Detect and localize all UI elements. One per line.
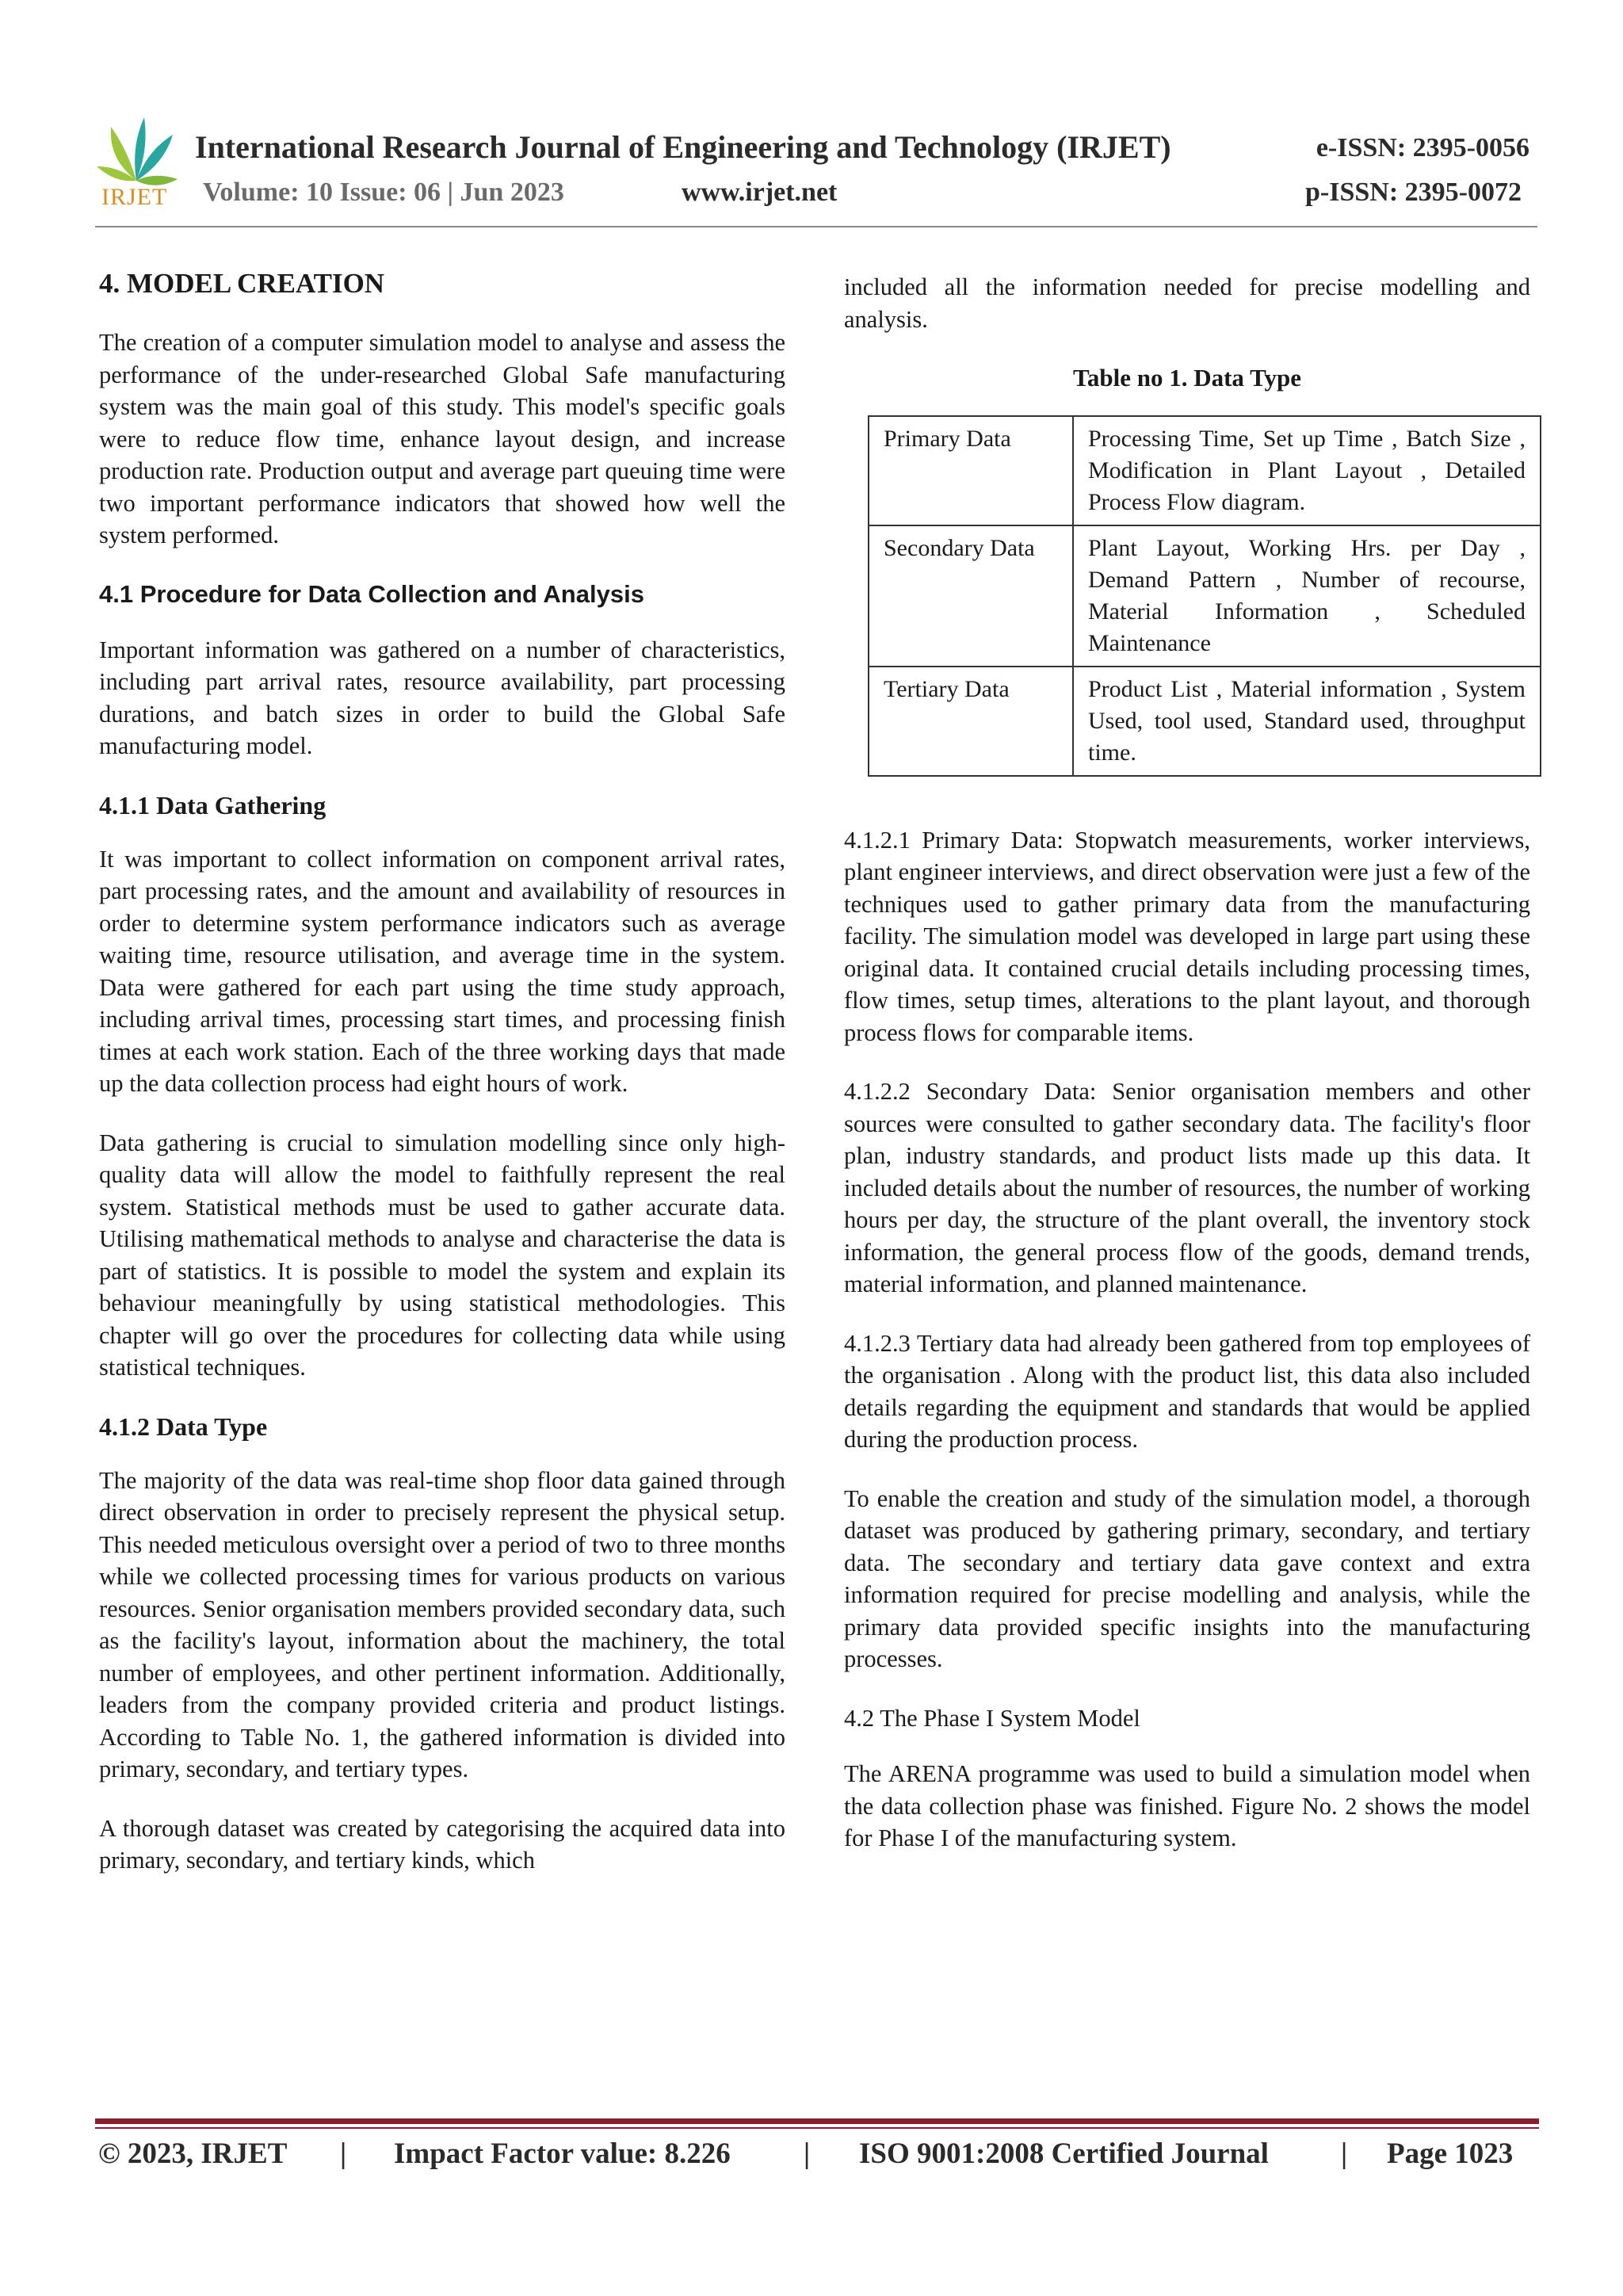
table-row <box>869 525 1541 667</box>
footer-copyright: © 2023, IRJET <box>98 2137 288 2170</box>
journal-website-link[interactable]: www.irjet.net <box>682 178 838 207</box>
page-footer <box>98 2137 1517 2176</box>
right-column <box>844 271 1530 1881</box>
table-cell-type: Primary Data <box>869 416 1073 525</box>
data-type-table <box>868 415 1541 777</box>
table-row <box>869 416 1541 525</box>
logo-text: IRJET <box>101 184 168 210</box>
volume-issue: Volume: 10 Issue: 06 | Jun 2023 <box>203 178 564 207</box>
paragraph-intro: The creation of a computer simulation model to analyse and assess the performance of the under-researched Global Safe manufacturing system was the main goal of this study. This model's specific goals were to reduce flow time, enhance layout design, and increase production rate. Production output and average part queuing time were two important performance indicators that showed how well the system performed. <box>99 329 785 548</box>
paragraph-thorough-dataset: A thorough dataset was created by categorising the acquired data into primary, secondary, and tertiary kinds, which <box>99 1814 785 1874</box>
table-cell-type: Tertiary Data <box>869 667 1073 776</box>
table-row <box>869 667 1541 776</box>
footer-separator: | <box>340 2137 347 2170</box>
footer-iso: ISO 9001:2008 Certified Journal <box>859 2137 1269 2170</box>
paragraph-arena: The ARENA programme was used to build a simulation model when the data collection phase was finished. Figure No. 2 shows the model for Phase I of the manufacturing system. <box>844 1760 1530 1851</box>
left-column <box>99 268 785 1904</box>
paragraph-primary-data: 4.1.2.1 Primary Data: Stopwatch measurements, worker interviews, plant engineer interviews, and direct observation were just a few of the techniques used to gather primary data from the manufacturing facility. The simulation model was developed in large part using these original data. It contained crucial details including processing times, flow times, setup times, alterations to the plant layout, and thorough process flows for comparable items. <box>844 826 1530 1046</box>
paragraph-important-information: Important information was gathered on a number of characteristics, including part arrival rates, resource availability, part processing durations, and batch sizes in order to build the Global Safe manufacturing model. <box>99 636 785 759</box>
footer-separator: | <box>1341 2137 1348 2170</box>
footer-rule-thin <box>95 2127 1539 2129</box>
footer-page-number: Page 1023 <box>1387 2137 1514 2170</box>
page-header <box>95 111 1529 230</box>
table-caption: Table no 1. Data Type <box>1073 364 1301 392</box>
paragraph-data-gathering: It was important to collect information on component arrival rates, part processing rates, and the amount and availability of resources in order to determine system performance indicators such as average waiting time, resource utilisation, and average time in the system. Data were gathered for each part using the time study approach, including arrival times, processing start times, and processing finish times at each work station. Each of the three working days that made up the data collection process had eight hours of work. <box>99 845 785 1097</box>
paragraph-secondary-data: 4.1.2.2 Secondary Data: Senior organisation members and other sources were consulted to gather secondary data. The facility's floor plan, industry standards, and product lists made up this data. It included details about the number of resources, the number of working hours per day, the structure of the plant overall, the inventory stock information, the general process flow of the goods, demand trends, material information, and planned maintenance. <box>844 1078 1530 1297</box>
heading-4-2: 4.2 The Phase I System Model <box>844 1704 1140 1732</box>
table-cell-description: Plant Layout, Working Hrs. per Day , Demand Pattern , Number of recourse, Material Information , Scheduled Maintenance <box>1073 525 1541 667</box>
table-cell-description: Product List , Material information , System Used, tool used, Standard used, throughput time. <box>1073 667 1541 776</box>
paragraph-continued: included all the information needed for precise modelling and analysis. <box>844 273 1530 333</box>
paragraph-data-type: The majority of the data was real-time shop floor data gained through direct observation in order to precisely represent the physical setup. This needed meticulous oversight over a period of two to three months while we collected processing times for various products on various resources. Senior organisation members provided secondary data, such as the facility's layout, information about the machinery, the total number of employees, and other pertinent information. Additionally, leaders from the company provided criteria and product listings. According to Table No. 1, the gathered information is divided into primary, secondary, and tertiary types. <box>99 1466 785 1782</box>
footer-separator: | <box>804 2137 811 2170</box>
table-cell-type: Secondary Data <box>869 525 1073 667</box>
heading-4-1-1: 4.1.1 Data Gathering <box>99 790 327 819</box>
heading-4-1: 4.1 Procedure for Data Collection and Analysis <box>99 579 644 608</box>
paragraph-tertiary-data: 4.1.2.3 Tertiary data had already been gathered from top employees of the organisation . Along with the product list, this data also included details regarding the equipment and standards that would be applied during the production process. <box>844 1329 1530 1453</box>
footer-rule-thick <box>95 2118 1539 2124</box>
paragraph-data-gathering-crucial: Data gathering is crucial to simulation modelling since only high-quality data will allow the model to faithfully represent the real system. Statistical methods must be used to gather accurate data. Utilising mathematical methods to analyse and characterise the data is part of statistics. It is possible to model the system and explain its behaviour meaningfully by using statistical methodologies. This chapter will go over the procedures for collecting data while using statistical techniques. <box>99 1129 785 1381</box>
paragraph-enable-creation: To enable the creation and study of the simulation model, a thorough dataset was produced by gathering primary, secondary, and tertiary data. The secondary and tertiary data gave context and extra information required for precise modelling and analysis, while the primary data provided specific insights into the manufacturing processes. <box>844 1484 1530 1672</box>
p-issn: p-ISSN: 2395-0072 <box>1305 178 1522 207</box>
footer-impact-factor: Impact Factor value: 8.226 <box>394 2137 731 2170</box>
header-divider <box>95 226 1537 227</box>
e-issn: e-ISSN: 2395-0056 <box>1316 133 1529 162</box>
journal-title: International Research Journal of Engineering and Technology (IRJET) <box>195 129 1171 165</box>
section-title-model-creation: 4. MODEL CREATION <box>99 268 385 299</box>
heading-4-1-2: 4.1.2 Data Type <box>99 1412 268 1441</box>
table-cell-description: Processing Time, Set up Time , Batch Size , Modification in Plant Layout , Detailed Process Flow diagram. <box>1073 416 1541 525</box>
